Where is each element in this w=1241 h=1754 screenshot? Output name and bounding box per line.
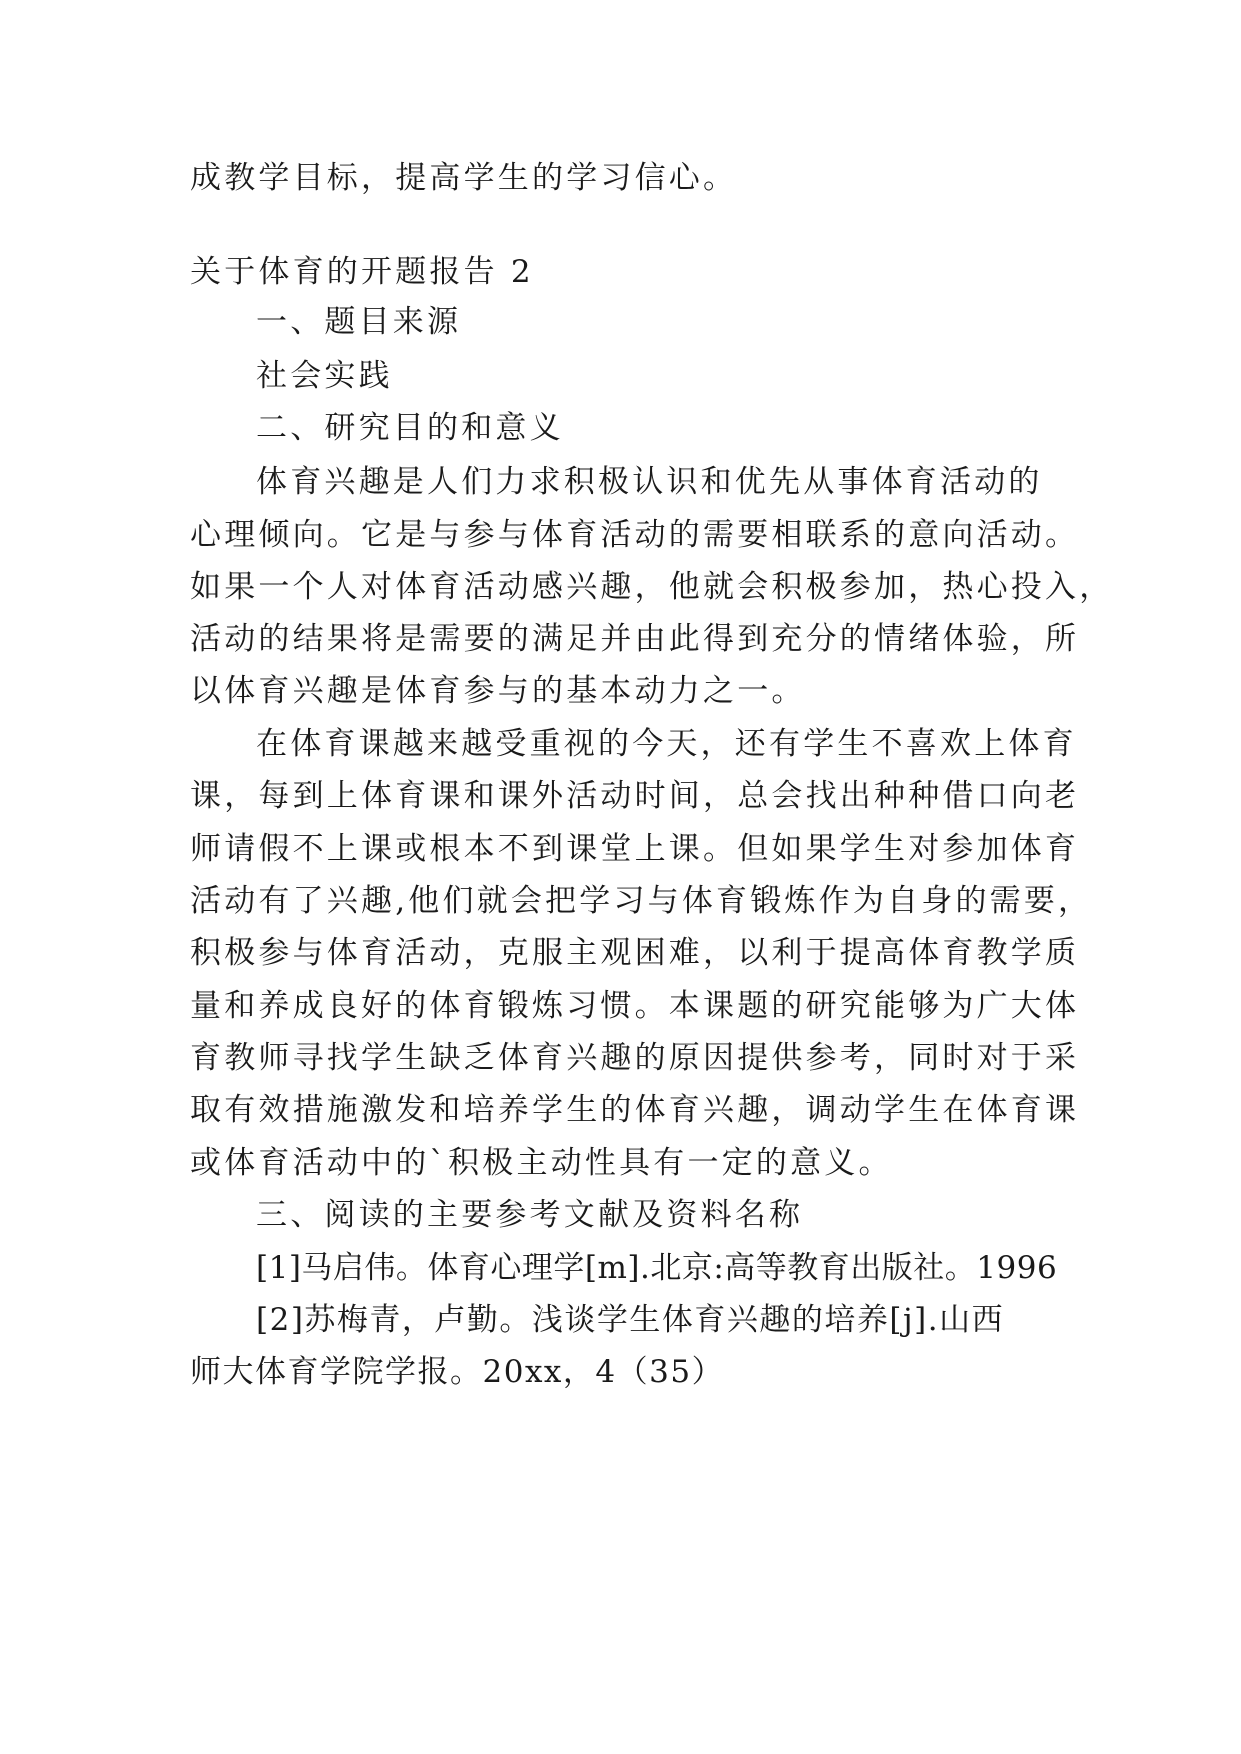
paragraph-line: 体育兴趣是人们力求积极认识和优先从事体育活动的	[256, 464, 1043, 500]
document-title: 关于体育的开题报告 2	[190, 254, 534, 290]
paragraph-line: 在体育课越来越受重视的今天，还有学生不喜欢上体育	[256, 726, 1077, 762]
paragraph-line: 取有效措施激发和培养学生的体育兴趣，调动学生在体育课	[190, 1092, 1080, 1128]
paragraph-line: 积极参与体育活动，克服主观困难，以利于提高体育教学质	[190, 935, 1080, 971]
section3-heading: 三、阅读的主要参考文献及资料名称	[256, 1197, 804, 1233]
paragraph-line: 心理倾向。它是与参与体育活动的需要相联系的意向活动。	[190, 517, 1080, 553]
continuation-line: 成教学目标，提高学生的学习信心。	[190, 160, 738, 196]
paragraph-line: 师请假不上课或根本不到课堂上课。但如果学生对参加体育	[190, 831, 1080, 867]
section2-heading: 二、研究目的和意义	[256, 410, 564, 446]
paragraph-line: 育教师寻找学生缺乏体育兴趣的原因提供参考，同时对于采	[190, 1040, 1080, 1076]
reference-item: 师大体育学院学报。20xx，4（35）	[190, 1354, 725, 1390]
paragraph-line: 或体育活动中的`积极主动性具有一定的意义。	[190, 1145, 893, 1181]
paragraph-line: 活动有了兴趣,他们就会把学习与体育锻炼作为自身的需要，	[190, 883, 1093, 919]
reference-item: [1]马启伟。体育心理学[m].北京:高等教育出版社。1996	[256, 1250, 1058, 1286]
section1-body: 社会实践	[256, 358, 393, 394]
paragraph-line: 以体育兴趣是体育参与的基本动力之一。	[190, 673, 806, 709]
paragraph-line: 活动的结果将是需要的满足并由此得到充分的情绪体验，所	[190, 621, 1080, 657]
reference-item: [2]苏梅青，卢勤。浅谈学生体育兴趣的培养[j].山西	[256, 1302, 1005, 1338]
paragraph-line: 量和养成良好的体育锻炼习惯。本课题的研究能够为广大体	[190, 988, 1080, 1024]
paragraph-line: 如果一个人对体育活动感兴趣，他就会积极参加，热心投入，	[190, 569, 1114, 605]
section1-heading: 一、题目来源	[256, 304, 462, 340]
paragraph-line: 课，每到上体育课和课外活动时间，总会找出种种借口向老	[190, 778, 1080, 814]
